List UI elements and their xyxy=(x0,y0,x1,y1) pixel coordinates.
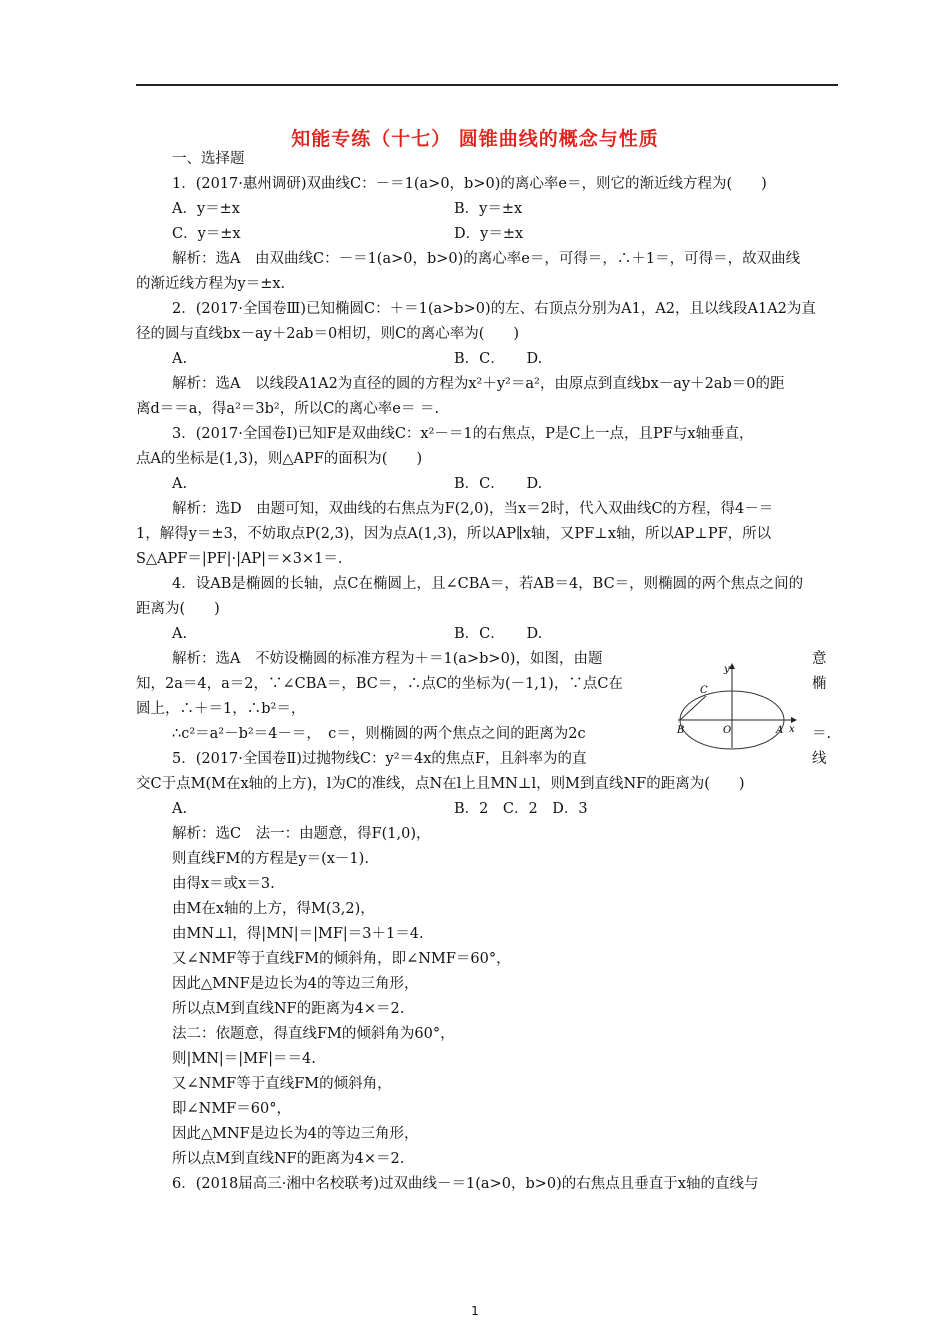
q2-options-bcd: B．C． D. xyxy=(454,351,543,367)
q2-solution-cont: 离d＝＝a，得a²＝3b²，所以C的离心率e＝ ＝. xyxy=(136,401,440,417)
q4-stem-cont: 距离为( ) xyxy=(136,601,220,617)
label-x: x xyxy=(789,724,795,735)
ellipse-figure xyxy=(676,660,802,752)
q5-method2-6: 所以点M到直线NF的距离为4×＝2. xyxy=(172,1151,405,1167)
q3-stem-cont: 点A的坐标是(1,3)，则△APF的面积为( ) xyxy=(136,451,423,467)
q3-option-a: A. xyxy=(172,476,188,492)
q4-solution-wrap-3: ＝. xyxy=(812,726,832,742)
q1-solution: 解析：选A 由双曲线C：－＝1(a>0，b>0)的离心率e＝，可得＝，∴＋1＝，可得＝，故双曲线 xyxy=(172,251,801,267)
q5-solution-4: 由M在x轴的上方，得M(3,2)， xyxy=(172,901,375,917)
q5-stem-wrap: 线 xyxy=(812,751,827,767)
q4-solution-line2: 知，2a＝4，a＝2，∵∠CBA＝，BC＝，∴点C的坐标为(－1,1)，∵点C在 xyxy=(136,676,623,692)
label-a: A xyxy=(776,725,784,736)
q2-stem: 2．(2017·全国卷Ⅲ)已知椭圆C：＋＝1(a>b>0)的左、右顶点分别为A1，A2，且以线段A1A2为直 xyxy=(172,301,816,317)
q3-solution-end: S△APF＝|PF|·|AP|＝×3×1＝. xyxy=(136,551,343,567)
label-o: O xyxy=(723,725,732,736)
q1-stem: 1．(2017·惠州调研)双曲线C：－＝1(a>0，b>0)的离心率e＝，则它的渐近线方程为( ) xyxy=(172,176,767,192)
q4-stem: 4．设AB是椭圆的长轴，点C在椭圆上，且∠CBA＝，若AB＝4，BC＝，则椭圆的两个焦点之间的 xyxy=(172,576,804,592)
q1-option-b: B．y＝±x xyxy=(454,201,523,217)
q3-stem: 3．(2017·全国卷Ⅰ)已知F是双曲线C：x²－＝1的右焦点，P是C上一点，且PF与x轴垂直， xyxy=(172,426,754,442)
q4-option-a: A. xyxy=(172,626,188,642)
q1-option-d: D．y＝±x xyxy=(454,226,524,242)
q4-solution: 解析：选A 不妨设椭圆的标准方程为＋＝1(a>b>0)，如图，由题 xyxy=(172,651,603,667)
q3-solution: 解析：选D 由题可知，双曲线的右焦点为F(2,0)，当x＝2时，代入双曲线C的方程，得4－＝ xyxy=(172,501,774,517)
q2-stem-cont: 径的圆与直线bx－ay＋2ab＝0相切，则C的离心率为( ) xyxy=(136,326,520,342)
page-number: 1 xyxy=(471,1304,479,1318)
q5-stem-cont: 交C于点M(M在x轴的上方)，l为C的准线，点N在l上且MN⊥l，则M到直线NF的距离为( ) xyxy=(136,776,745,792)
header-rule xyxy=(136,84,838,86)
section-heading: 一、选择题 xyxy=(172,151,245,167)
q4-solution-line3: 圆上，∴＋＝1，∴b²＝， xyxy=(136,701,306,717)
q4-solution-wrap-2: 椭 xyxy=(812,676,827,692)
q5-solution: 解析：选C 法一：由题意，得F(1,0)， xyxy=(172,826,431,842)
label-y: y xyxy=(724,664,730,675)
q5-method2-4: 即∠NMF＝60°， xyxy=(172,1101,291,1117)
q1-solution-cont: 的渐近线方程为y＝±x. xyxy=(136,276,286,292)
q5-option-a: A. xyxy=(172,801,188,817)
q5-solution-2: 则直线FM的方程是y＝(x－1). xyxy=(172,851,369,867)
q5-method2-5: 因此△MNF是边长为4的等边三角形， xyxy=(172,1126,419,1142)
q6-stem: 6．(2018届高三·湘中名校联考)过双曲线－＝1(a>0，b>0)的右焦点且垂直于x轴的直线与 xyxy=(172,1176,759,1192)
q5-solution-5: 由MN⊥l，得|MN|＝|MF|＝3＋1＝4. xyxy=(172,926,424,942)
page-title: 知能专练（十七） 圆锥曲线的概念与性质 xyxy=(291,128,659,150)
q5-solution-8: 所以点M到直线NF的距离为4×＝2. xyxy=(172,1001,405,1017)
q5-method2: 法二：依题意，得直线FM的倾斜角为60°， xyxy=(172,1026,455,1042)
label-c: C xyxy=(700,685,708,696)
label-b: B xyxy=(677,725,685,736)
q1-option-c: C．y＝±x xyxy=(172,226,241,242)
q3-options-bcd: B．C． D. xyxy=(454,476,543,492)
q1-option-a: A．y＝±x xyxy=(172,201,240,217)
q5-stem: 5．(2017·全国卷Ⅱ)过抛物线C：y²＝4x的焦点F，且斜率为的直 xyxy=(172,751,587,767)
q4-solution-line4: ∴c²＝a²－b²＝4－＝， c＝，则椭圆的两个焦点之间的距离为2c xyxy=(172,726,586,742)
q3-solution-cont: 1，解得y＝±3，不妨取点P(2,3)，因为点A(1,3)，所以AP∥x轴，又PF⊥x轴，所以AP⊥PF，所以 xyxy=(136,526,772,542)
q5-solution-6: 又∠NMF等于直线FM的倾斜角，即∠NMF＝60°， xyxy=(172,951,511,967)
q5-method2-2: 则|MN|＝|MF|＝＝4. xyxy=(172,1051,316,1067)
q5-solution-7: 因此△MNF是边长为4的等边三角形， xyxy=(172,976,419,992)
q2-option-a: A. xyxy=(172,351,188,367)
q4-solution-wrap-1: 意 xyxy=(812,651,827,667)
q2-solution: 解析：选A 以线段A1A2为直径的圆的方程为x²＋y²＝a²，由原点到直线bx－ay＋2ab＝0的距 xyxy=(172,376,785,392)
q5-options-bcd: B．2 C．2 D．3 xyxy=(454,801,588,817)
q5-solution-3: 由得x＝或x＝3. xyxy=(172,876,275,892)
q4-options-bcd: B．C． D. xyxy=(454,626,543,642)
q5-method2-3: 又∠NMF等于直线FM的倾斜角， xyxy=(172,1076,392,1092)
